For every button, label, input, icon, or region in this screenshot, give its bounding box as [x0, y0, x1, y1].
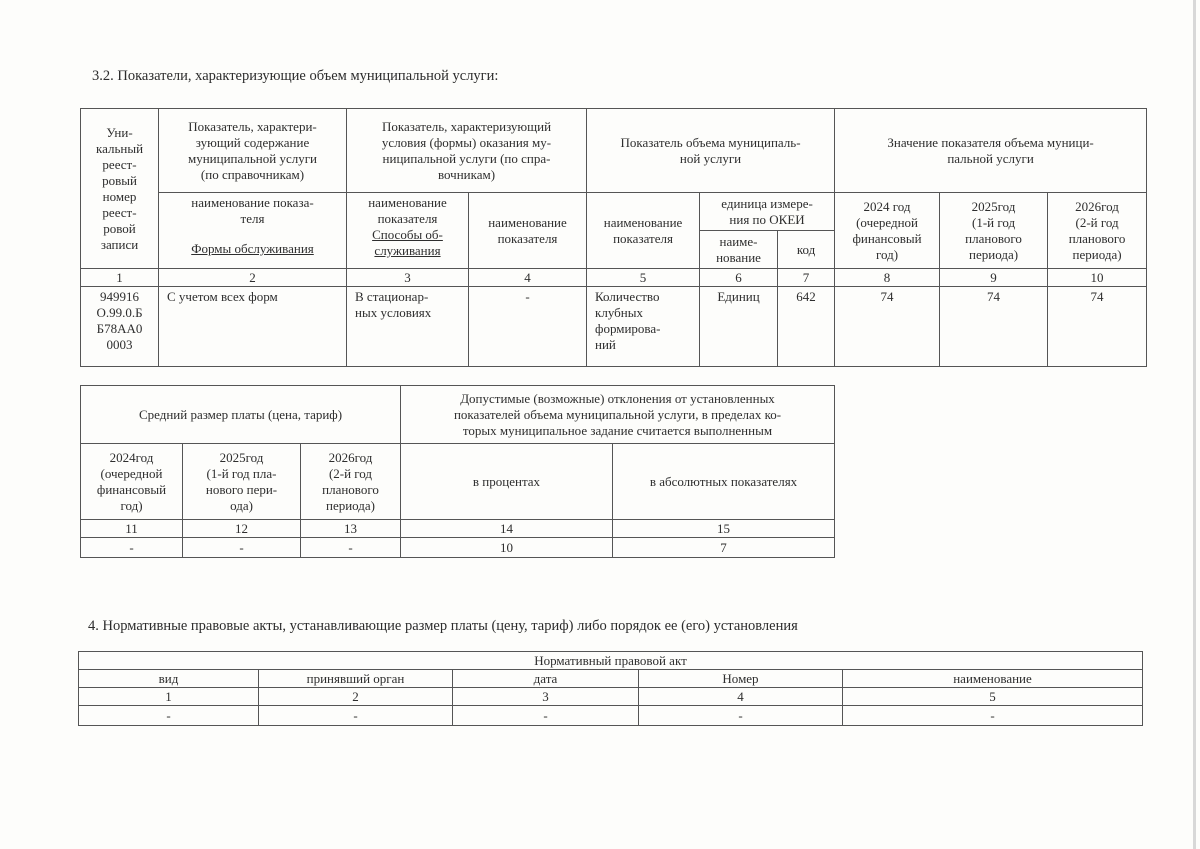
col-number: 1 — [79, 688, 259, 706]
header-unit-okei: единица измере- ния по ОКЕИ — [700, 193, 835, 231]
unit-code: 642 — [778, 287, 835, 367]
header-year-2026: 2026год (2-й год планового периода) — [1048, 193, 1147, 269]
table-row — [81, 538, 835, 558]
header-name-indicator-3-text: наименование показателя — [368, 195, 447, 226]
registry-code: 949916 О.99.0.Б Б78АА0 0003 — [81, 287, 159, 367]
header-service-methods: Способы об- служивания — [372, 227, 443, 258]
header-percent: в процентах — [401, 444, 613, 520]
col-number: 5 — [843, 688, 1143, 706]
header-fee-2024: 2024год (очередной финансовый год) — [81, 444, 183, 520]
header-fee-2025: 2025год (1-й год пла- нового пери- ода) — [183, 444, 301, 520]
act-number-value: - — [639, 706, 843, 726]
header-act-number: Номер — [639, 670, 843, 688]
col-number: 13 — [301, 520, 401, 538]
header-name-indicator-3 — [347, 193, 469, 269]
act-authority-value: - — [259, 706, 453, 726]
header-fee-2026: 2026год (2-й год планового периода) — [301, 444, 401, 520]
fee-2026-value: - — [301, 538, 401, 558]
header-act-authority: принявший орган — [259, 670, 453, 688]
legal-acts-table — [78, 651, 1143, 726]
col-number: 7 — [778, 269, 835, 287]
deviation-percent-value: 10 — [401, 538, 613, 558]
indicator-4-value: - — [469, 287, 587, 367]
act-type-value: - — [79, 706, 259, 726]
fee-deviation-table — [80, 385, 835, 558]
value-2024: 74 — [835, 287, 940, 367]
header-name-indicator-5: наименование показателя — [587, 193, 700, 269]
header-absolute: в абсолютных показателях — [613, 444, 835, 520]
fee-2025-value: - — [183, 538, 301, 558]
header-volume-value: Значение показателя объема муници- пальной услуги — [835, 109, 1147, 193]
service-form: С учетом всех форм — [159, 287, 347, 367]
header-unique-number: Уни- кальный реест- ровый номер реест- ровой записи — [81, 109, 159, 269]
volume-indicators-table — [80, 108, 1147, 367]
header-name-indicator-4: наименование показателя — [469, 193, 587, 269]
header-name-indicator-2 — [159, 193, 347, 269]
unit-name: Единиц — [700, 287, 778, 367]
col-number: 15 — [613, 520, 835, 538]
col-number: 6 — [700, 269, 778, 287]
col-number: 3 — [347, 269, 469, 287]
section-3-2-title: 3.2. Показатели, характеризующие объем муниципальной услуги: — [92, 68, 499, 84]
header-service-forms: Формы обслуживания — [191, 241, 314, 256]
value-2025: 74 — [940, 287, 1048, 367]
header-act-name: наименование — [843, 670, 1143, 688]
header-act-date: дата — [453, 670, 639, 688]
header-legal-act: Нормативный правовой акт — [79, 652, 1143, 670]
service-condition: В стационар- ных условиях — [347, 287, 469, 367]
header-name-indicator-2-text: наименование показа- теля — [191, 195, 314, 226]
header-year-2024: 2024 год (очередной финансовый год) — [835, 193, 940, 269]
header-allowed-deviation: Допустимые (возможные) отклонения от установленных показателей объема муниципальной услуги, в пределах ко- торых муниципальное задание считается выполненным — [401, 386, 835, 444]
header-year-2025: 2025год (1-й год планового периода) — [940, 193, 1048, 269]
header-unit-code: код — [778, 231, 835, 269]
col-number: 11 — [81, 520, 183, 538]
table-row — [79, 706, 1143, 726]
col-number: 10 — [1048, 269, 1147, 287]
page-edge — [1193, 0, 1196, 849]
col-number: 2 — [159, 269, 347, 287]
header-volume-indicator: Показатель объема муниципаль- ной услуги — [587, 109, 835, 193]
act-date-value: - — [453, 706, 639, 726]
col-number: 4 — [639, 688, 843, 706]
col-number: 5 — [587, 269, 700, 287]
deviation-absolute-value: 7 — [613, 538, 835, 558]
col-number: 14 — [401, 520, 613, 538]
section-4-title: 4. Нормативные правовые акты, устанавливающие размер платы (цену, тариф) либо порядок ее (его) установления — [88, 618, 798, 634]
col-number: 4 — [469, 269, 587, 287]
table-row — [81, 287, 1147, 367]
col-number: 2 — [259, 688, 453, 706]
col-number: 3 — [453, 688, 639, 706]
col-number: 8 — [835, 269, 940, 287]
col-number: 12 — [183, 520, 301, 538]
header-condition-indicator: Показатель, характеризующий условия (формы) оказания му- ниципальной услуги (по спра- вочникам) — [347, 109, 587, 193]
fee-2024-value: - — [81, 538, 183, 558]
header-content-indicator: Показатель, характери- зующий содержание муниципальной услуги (по справочникам) — [159, 109, 347, 193]
value-2026: 74 — [1048, 287, 1147, 367]
header-average-fee: Средний размер платы (цена, тариф) — [81, 386, 401, 444]
indicator-name: Количество клубных формирова- ний — [587, 287, 700, 367]
header-act-type: вид — [79, 670, 259, 688]
header-unit-name: наиме- нование — [700, 231, 778, 269]
col-number: 9 — [940, 269, 1048, 287]
col-number: 1 — [81, 269, 159, 287]
act-name-value: - — [843, 706, 1143, 726]
